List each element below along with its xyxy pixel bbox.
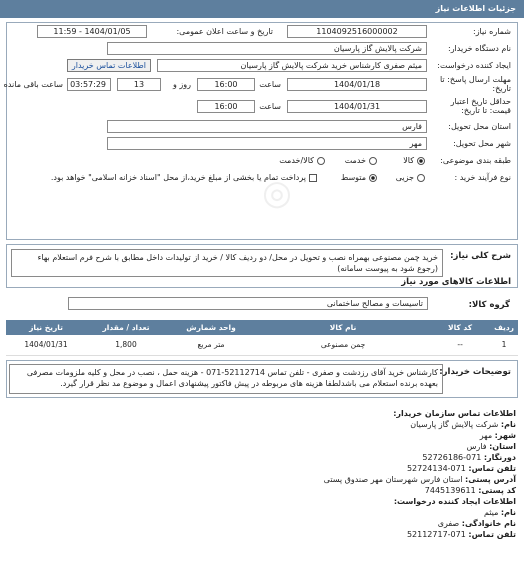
row-need-number: [7, 23, 517, 40]
watermark-logo: ◎: [262, 173, 292, 213]
description-panel: [6, 244, 518, 288]
city-field: مهر: [107, 137, 427, 150]
row-buyer: [7, 40, 517, 57]
creator-lname-label: نام خانوادگی:: [461, 518, 516, 528]
need-number-label: شماره نیاز:: [473, 27, 511, 36]
checkbox-icon: [309, 174, 317, 182]
announce-field: 1404/01/05 - 11:59: [37, 25, 147, 38]
col-qty: تعداد / مقدار: [86, 320, 166, 335]
col-name: نام کالا: [256, 320, 430, 335]
buyer-label: نام دستگاه خریدار:: [448, 44, 511, 53]
org-postal-value: 7445139611: [424, 485, 476, 495]
org-fax-value: 071-52726186: [422, 452, 482, 462]
remaining-field: 03:57:29: [67, 78, 111, 91]
row-process: [7, 169, 517, 186]
notes-label: توضیحات خریدار:: [439, 366, 511, 377]
process-option-medium[interactable]: متوسط: [341, 173, 377, 182]
need-number-field: 1104092516000002: [287, 25, 427, 38]
contact-section: [0, 402, 524, 540]
creator-field: میثم صفری کارشناس خرید شرکت پالایش گاز پارسیان: [157, 59, 427, 72]
deadline-time-label: ساعت: [259, 80, 281, 89]
org-contact-title: اطلاعات تماس سازمان خریدار:: [393, 408, 516, 418]
category-option-both[interactable]: کالا/خدمت: [279, 156, 325, 165]
col-code: کد کالا: [430, 320, 490, 335]
buyer-contact-button[interactable]: اطلاعات تماس خریدار: [67, 59, 151, 72]
org-city-label: شهر:: [494, 430, 516, 440]
cell-index: 1: [490, 335, 518, 355]
row-province: [7, 118, 517, 135]
org-tel-label: تلفن تماس:: [468, 463, 516, 473]
days-field: 13: [117, 78, 161, 91]
notes-panel: [6, 360, 518, 398]
radio-icon: [417, 174, 425, 182]
announce-label: تاریخ و ساعت اعلان عمومی:: [176, 27, 273, 36]
cell-qty: 1,800: [86, 335, 166, 355]
col-date: تاریخ نیاز: [6, 320, 86, 335]
description-text: خرید چمن مصنوعی بهمراه نصب و تحویل در محل/ دو ردیف کالا / خرید از تولیدات داخل مطابق با شرح فرم استعلام بهاء (رجوع شود به پیوست سامانه): [11, 249, 443, 277]
cell-name: چمن مصنوعی: [256, 335, 430, 355]
category-option-goods[interactable]: کالا: [403, 156, 425, 165]
goods-table: [6, 320, 518, 356]
deadline-date-field: 1404/01/18: [287, 78, 427, 91]
deadline-time-field: 16:00: [197, 78, 255, 91]
description-label: شرح کلی نیاز:: [450, 251, 511, 261]
validity-label: حداقل تاریخ اعتبار قیمت: تا تاریخ:: [450, 97, 511, 115]
radio-selected-icon: [417, 157, 425, 165]
radio-icon: [369, 157, 377, 165]
radio-selected-icon: [369, 174, 377, 182]
creator-label: ایجاد کننده درخواست:: [437, 61, 511, 70]
goods-table-wrap: [6, 320, 518, 356]
validity-date-field: 1404/01/31: [287, 100, 427, 113]
notes-text: کارشناس خرید آقای رزدشت و صفری - تلفن تماس 52112714-071 - هزینه حمل ، نصب در محل و کلیه ملزومات مصرفی بعهده برنده استعلام می باشدلطفا هزینه های مربوطه در پیش فاکتور پیشنهادی اعمال و موضوع مد نظر قرار گیرد.: [9, 364, 443, 394]
creator-fname-value: میثم: [483, 507, 499, 517]
process-label: نوع فرآیند خرید :: [454, 173, 511, 182]
col-unit: واحد شمارش: [166, 320, 256, 335]
cell-date: 1404/01/31: [6, 335, 86, 355]
org-city-value: مهر: [479, 430, 493, 440]
cell-unit: متر مربع: [166, 335, 256, 355]
days-label: روز و: [173, 80, 191, 89]
category-label: طبقه بندی موضوعی:: [440, 156, 511, 165]
province-field: فارس: [107, 120, 427, 133]
cell-code: --: [430, 335, 490, 355]
creator-contact-title: اطلاعات ایجاد کننده درخواست:: [393, 496, 516, 506]
org-name-label: نام:: [500, 419, 516, 429]
goods-group-label: گروه کالا:: [468, 300, 510, 310]
category-option-service[interactable]: خدمت: [345, 156, 377, 165]
table-header-row: [6, 320, 518, 335]
org-province-label: استان:: [489, 441, 516, 451]
col-index: ردیف: [490, 320, 518, 335]
row-city: [7, 135, 517, 152]
buyer-field: شرکت پالایش گاز پارسیان: [107, 42, 427, 55]
org-address-label: آدرس پستی:: [465, 474, 516, 484]
org-address-value: استان فارس شهرستان مهر صندوق پستی: [323, 474, 463, 484]
table-row[interactable]: [6, 335, 518, 355]
org-tel-value: 071-52724134: [406, 463, 466, 473]
radio-icon: [317, 157, 325, 165]
org-postal-label: کد پستی:: [478, 485, 516, 495]
goods-group-row: [6, 292, 518, 316]
row-deadline: [3, 74, 517, 96]
row-category: [7, 152, 517, 169]
payment-note[interactable]: پرداخت تمام یا بخشی از مبلغ خرید،از محل "اسناد خزانه اسلامی" خواهد بود.: [51, 173, 317, 182]
goods-section-title: اطلاعات کالاهای مورد نیاز: [401, 277, 511, 287]
row-validity: [7, 96, 517, 118]
row-creator: [7, 57, 517, 74]
province-label: استان محل تحویل:: [448, 122, 511, 131]
deadline-label: مهلت ارسال پاسخ: تا تاریخ:: [439, 75, 511, 93]
validity-time-field: 16:00: [197, 100, 255, 113]
org-name-value: شرکت پالایش گاز پارسیان: [410, 419, 499, 429]
creator-fname-label: نام:: [500, 507, 516, 517]
creator-tel-label: تلفن تماس:: [468, 529, 516, 539]
remaining-label: ساعت باقی مانده: [3, 80, 63, 89]
creator-tel-value: 071-52112717: [406, 529, 466, 539]
city-label: شهر محل تحویل:: [453, 139, 511, 148]
process-option-minor[interactable]: جزیی: [396, 173, 425, 182]
validity-time-label: ساعت: [259, 102, 281, 111]
creator-lname-value: صفری: [437, 518, 460, 528]
org-fax-label: دورنگار:: [483, 452, 516, 462]
goods-group-field: تاسیسات و مصالح ساختمانی: [68, 297, 428, 310]
org-province-value: فارس: [466, 441, 487, 451]
need-details-panel: [3, 22, 518, 240]
page-title: جزئیات اطلاعات نیاز: [0, 0, 524, 18]
